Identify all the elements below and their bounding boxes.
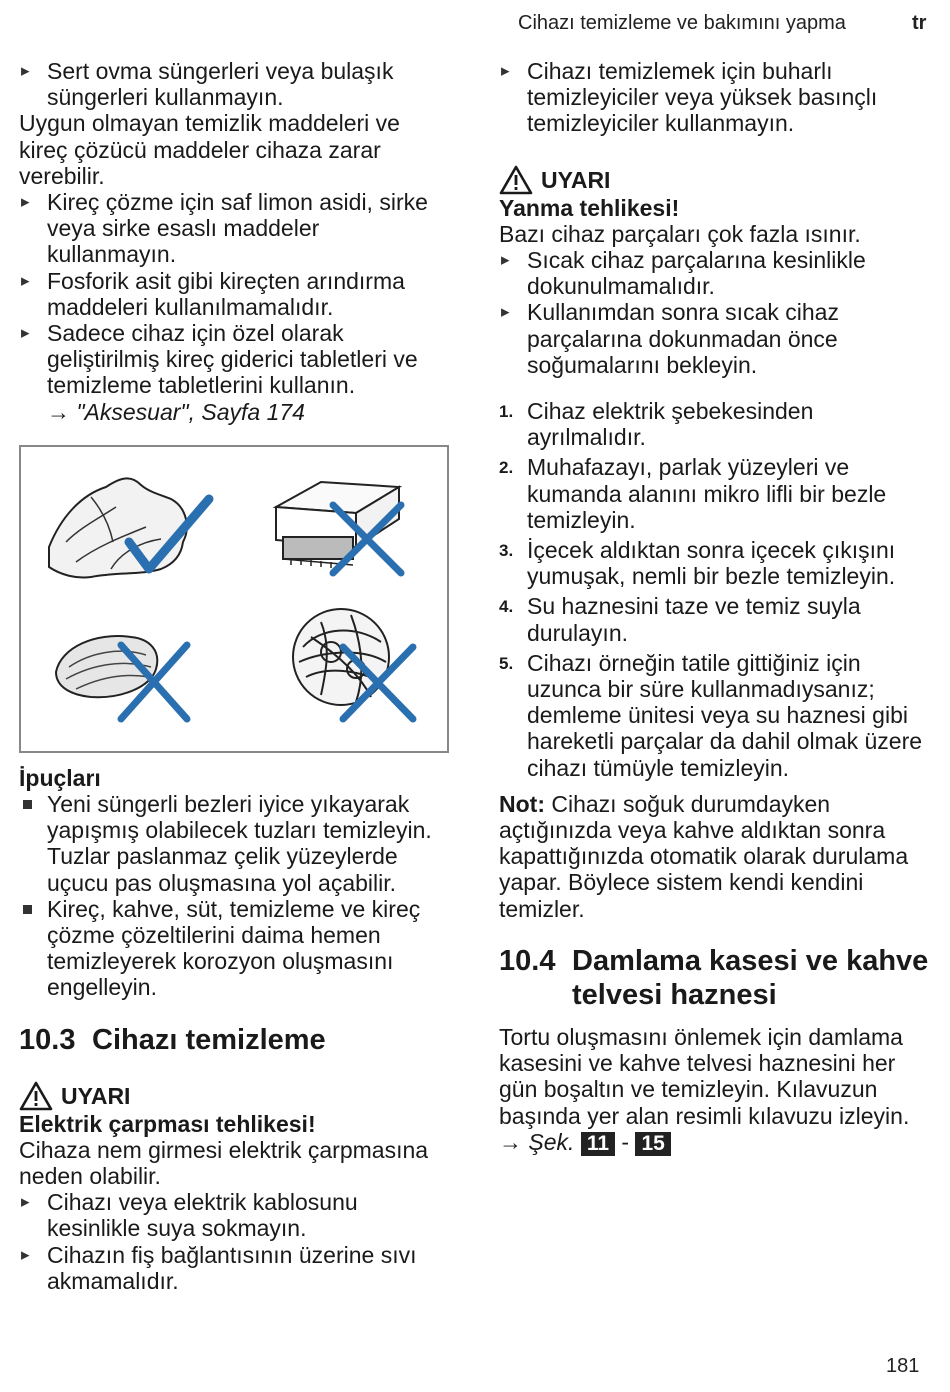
warning-title: Yanma tehlikesi! [499,194,680,221]
page-number: 181 [886,1355,920,1377]
descale-warning-list [19,189,451,399]
section-title: Cihazı temizleme [92,1023,326,1056]
section-heading-10-3 [19,1023,451,1057]
step-item: 2. Muhafazayı, parlak yüzeyleri ve kumanda alanını mikro lifli bir bezle temizleyin. [499,454,887,533]
step-item: 4. Su haznesini taze ve temiz suyla durulayın. [499,593,861,646]
header-title: Cihazı temizleme ve bakımını yapma [518,12,846,34]
scourer-warning-list [19,58,451,110]
list-item: ▸ Sıcak cihaz parçalarına kesinlikle dokunulmamalıdır. [499,247,931,299]
burn-warning-list [499,247,931,378]
cleaning-steps-list [499,398,931,781]
drip-tray-paragraph: Tortu oluşmasını önlemek için damlama kasesini ve kahve telvesi haznesini her gün boşaltın ve temizleyin. Kılavuzun başında yer alan resimli kılavuzu izleyin. [499,1023,910,1129]
section-heading-10-4 [499,944,931,1012]
warning-text: Cihaza nem girmesi elektrik çarpmasına neden olabilir. [19,1136,429,1190]
step-item: 3. İçecek aldıktan sonra içecek çıkışını yumuşak, nemli bir bezle temizleyin. [499,537,896,590]
list-item: ▸ Sadece cihaz için özel olarak geliştirilmiş kireç giderici tabletleri ve temizleme tabletlerini kullanın. [19,320,451,399]
section-number: 10.3 [19,1023,76,1056]
sponge-cross-icon [276,482,401,573]
cleaning-tools-figure [19,445,449,753]
warning-triangle-icon [499,165,533,195]
list-item: ▸ Cihazı veya elektrik kablosunu kesinlikle suya sokmayın. [19,1189,451,1241]
electric-warning-list [19,1189,451,1294]
figure-badge-to: 15 [635,1132,670,1156]
tips-heading: İpuçları [19,764,101,791]
warning-text: Bazı cihaz parçaları çok fazla ısınır. [499,220,861,247]
right-column [499,58,931,1156]
note-text: Cihazı soğuk durumdayken açtığınızda veya kahve aldıktan sonra kapattığınızda otomatik olarak durulama yapar. Böylece sistem kendi kendini temizler. [499,790,909,922]
scourer-cross-icon [56,636,187,719]
list-item: ▸ Cihazı temizlemek için buharlı temizleyiciler veya yüksek basınçlı temizleyiciler kullanmayın. [499,58,931,137]
warning-label: UYARI [61,1082,131,1109]
note-label: Not: [499,790,545,817]
figure-reference[interactable]: → Şek. 11 - 15 [499,1129,931,1156]
section-number: 10.4 [499,944,556,977]
cloth-check-icon [49,478,209,577]
warning-triangle-icon [19,1081,53,1111]
warning-heading [499,165,931,195]
cleaning-agents-paragraph: Uygun olmayan temizlik maddeleri ve kireç çözücü maddeler cihaza zarar verebilir. [19,110,400,189]
steel-wool-cross-icon [293,609,413,719]
list-item: ▸ Kireç çözme için saf limon asidi, sirke veya sirke esaslı maddeler kullanmayın. [19,189,451,268]
warning-title: Elektrik çarpması tehlikesi! [19,1110,316,1137]
warning-label: UYARI [541,166,611,193]
header-language: tr [912,12,927,34]
warning-heading [19,1081,451,1111]
note-paragraph [499,791,931,922]
accessory-reference-link[interactable]: → "Aksesuar", Sayfa 174 [47,398,305,425]
page-header [0,8,950,36]
list-item: ▸ Kullanımdan sonra sıcak cihaz parçalarına dokunmadan önce soğumalarını bekleyin. [499,299,931,378]
list-item: Kireç, kahve, süt, temizleme ve kireç çözme çözeltilerini daima hemen temizleyerek korozyon oluşmasını engelleyin. [19,896,451,1001]
figure-badge-from: 11 [581,1132,615,1156]
list-item: ▸ Sert ovma süngerleri veya bulaşık süngerleri kullanmayın. [19,58,451,110]
list-item: Yeni süngerli bezleri iyice yıkayarak yapışmış olabilecek tuzları temizleyin. Tuzlar paslanmaz çelik yüzeylerde uçucu pas oluşmasına yol açabilir. [19,791,451,896]
list-item: ▸ Cihazın fiş bağlantısının üzerine sıvı akmamalıdır. [19,1242,451,1294]
steam-cleaner-warning-list [499,58,931,137]
section-title: Damlama kasesi ve kahve telvesi haznesi [572,944,929,1011]
tips-list [19,791,451,1001]
left-column [19,58,451,1294]
step-item: 1. Cihaz elektrik şebekesinden ayrılmalıdır. [499,398,814,451]
step-item: 5. Cihazı örneğin tatile gittiğiniz için uzunca bir süre kullanmadıysanız; demleme ünitesi veya su haznesi gibi hareketli parçalar da dahil olmak üzere cihazı tümüyle temizleyin. [499,649,923,781]
list-item: ▸ Fosforik asit gibi kireçten arındırma maddeleri kullanılmamalıdır. [19,268,451,320]
